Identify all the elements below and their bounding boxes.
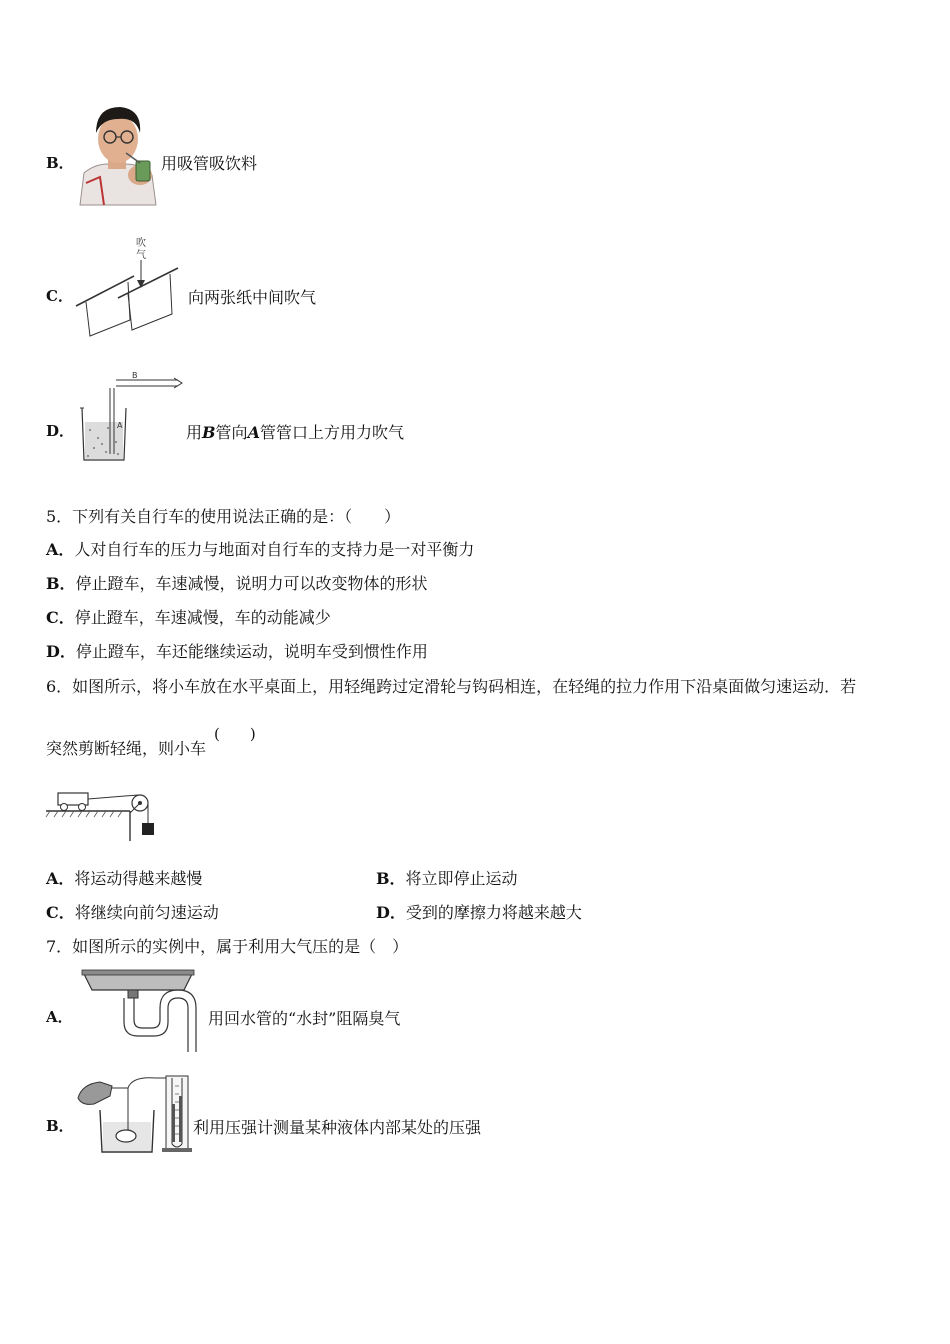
option-c-text: 向两张纸中间吹气 bbox=[188, 288, 317, 307]
question-5-stem: 5．下列有关自行车的使用说法正确的是：（ ） bbox=[46, 507, 401, 526]
option-d-text-post: 管管口上方用力吹气 bbox=[259, 423, 404, 442]
option-d-text-mid: 管向 bbox=[215, 423, 248, 442]
q7-option-b-text: 利用压强计测量某种液体内部某处的压强 bbox=[193, 1118, 482, 1137]
option-d-text-b: B bbox=[202, 423, 216, 442]
blow-label-top: 吹 bbox=[136, 238, 146, 249]
beaker-tube-icon bbox=[78, 368, 184, 464]
q5-option-c: C．停止蹬车，车速减慢，车的动能减少 bbox=[46, 608, 331, 627]
fig-label-a: A bbox=[117, 421, 123, 430]
q7-option-b-label: B． bbox=[46, 1117, 74, 1135]
option-d-text-pre: 用 bbox=[186, 423, 203, 442]
option-b-text: 用吸管吸饮料 bbox=[161, 154, 258, 173]
question-7-stem: 7．如图所示的实例中，属于利用大气压的是（ ） bbox=[46, 937, 409, 956]
question-6-stem-line1: 6．如图所示，将小车放在水平桌面上，用轻绳跨过定滑轮与钩码相连，在轻绳的拉力作用下沿桌面做匀速运动．若 bbox=[46, 677, 857, 696]
fig-label-b: B bbox=[132, 371, 138, 380]
option-c-label: C． bbox=[46, 287, 73, 305]
cart-pulley-icon bbox=[44, 787, 156, 843]
q6-option-a: A．将运动得越来越慢 bbox=[46, 869, 203, 888]
option-b-label: B． bbox=[46, 154, 74, 172]
pressure-gauge-icon bbox=[72, 1074, 190, 1154]
question-6-stem-line2: 突然剪断轻绳，则小车 bbox=[46, 739, 207, 758]
option-d-text-a: A bbox=[247, 423, 260, 442]
q5-option-d: D．停止蹬车，车还能继续运动，说明车受到惯性作用 bbox=[46, 642, 428, 661]
q7-option-a-label: A． bbox=[46, 1008, 73, 1026]
blow-label-bottom: 气 bbox=[136, 250, 146, 261]
boy-drinking-straw-photo bbox=[78, 103, 158, 205]
q6-option-c: C．将继续向前匀速运动 bbox=[46, 903, 219, 922]
q6-option-b: B．将立即停止运动 bbox=[376, 869, 518, 888]
option-d-label: D． bbox=[46, 422, 75, 440]
option-d-text bbox=[186, 420, 404, 443]
sink-trap-icon bbox=[82, 968, 194, 1052]
question-6-paren: ( ) bbox=[214, 725, 256, 743]
two-paper-sheets-icon bbox=[74, 236, 184, 340]
q5-option-b: B．停止蹬车，车速减慢，说明力可以改变物体的形状 bbox=[46, 574, 428, 593]
q5-option-a: A．人对自行车的压力与地面对自行车的支持力是一对平衡力 bbox=[46, 540, 475, 559]
q6-option-d: D．受到的摩擦力将越来越大 bbox=[376, 903, 582, 922]
q7-option-a-text: 用回水管的“水封”阻隔臭气 bbox=[208, 1009, 401, 1028]
